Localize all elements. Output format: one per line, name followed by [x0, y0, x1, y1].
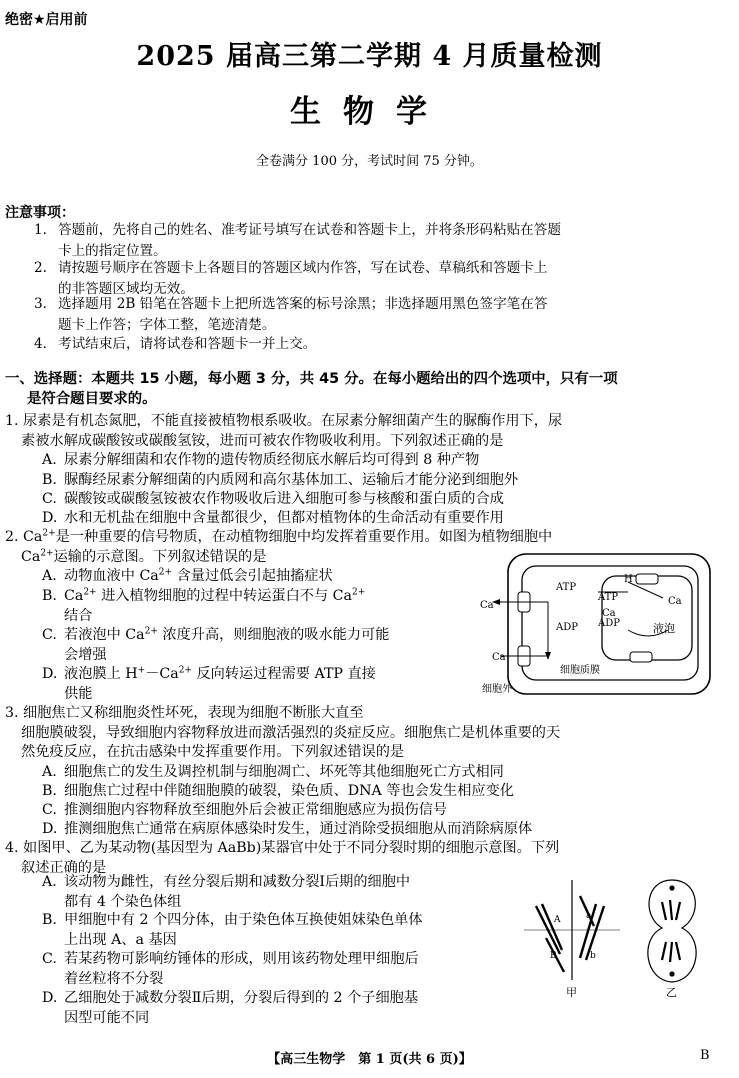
cell-yi [648, 880, 696, 982]
question-4-option-a: A. 该动物为雌性，有丝分裂后期和减数分裂Ⅰ后期的细胞中 都有 4 个染色体组 [42, 874, 411, 910]
question-4-option-c: C. 若某药物可影响纺锤体的形成，则用该药物处理甲细胞后 着丝粒将不分裂 [42, 951, 419, 987]
question-3-option-a: A. 细胞焦亡的发生及调控机制与细胞凋亡、坏死等其他细胞死亡方式相同 [42, 764, 504, 780]
question-4-option-d: D. 乙细胞处于减数分裂Ⅱ后期，分裂后得到的 2 个子细胞基 因型可能不同 [42, 990, 419, 1026]
question-3-option-b: B. 细胞焦亡过程中伴随细胞膜的破裂，染色质、DNA 等也会发生相应变化 [42, 783, 514, 799]
subject-title: 生物学 [290, 94, 449, 130]
atp-label: ATP [556, 582, 577, 593]
notice-item-4: 4. 考试结束后，请将试卷和答题卡一并上交。 [34, 336, 317, 352]
notice-item-2: 2. 请按题号顺序在答题卡上各题目的答题区域内作答，写在试卷、草稿纸和答题卡上 的非答题区域均无效。 [34, 260, 548, 297]
question-1-option-a: A. 尿素分解细菌和农作物的遗传物质经彻底水解后均可得到 8 种产物 [42, 452, 480, 468]
cell-yi-label: 乙 [666, 986, 677, 999]
cell-jia [524, 880, 620, 980]
question-3-stem: 3. 细胞焦亡又称细胞炎性坏死，表现为细胞不断胀大直至 细胞膜破裂，导致细胞内容物释放进而激活强烈的炎症反应。细胞焦亡是机体重要的天 然免疫反应，在抗击感染中发挥重要作用。下列叙述错误的是 [5, 705, 561, 760]
gene-a-upper: A [554, 915, 561, 925]
gene-a-lower: a [586, 911, 592, 921]
cell-jia-label: 甲 [566, 986, 577, 999]
question-2-option-c: C. 若液泡中 $Ca^{2+}$ 浓度升高，则细胞液的吸水能力可能 会增强 [42, 626, 390, 663]
question-1-stem: 1. 尿素是有机态氮肥，不能直接被植物根系吸收。在尿素分解细菌产生的脲酶作用下，尿 素被水解成碳酸铵或碳酸氢铵，进而可被农作物吸收利用。下列叙述正确的是 [5, 413, 563, 449]
atp-label-2: ATP [598, 592, 619, 603]
outside-label: 细胞外 [482, 684, 512, 695]
ca-label-cytoplasm: Ca [602, 608, 616, 619]
question-2-option-b: B. $Ca^{2+}$ 进入植物细胞的过程中转运蛋白不与 $Ca^{2+}$ 结合 [42, 587, 366, 624]
adp-label-2: ADP [598, 618, 620, 629]
confidential-mark: 绝密★启用前 [5, 12, 88, 28]
ca-label-inside: Ca [492, 652, 506, 663]
vacuole-label: 液泡 [653, 622, 675, 635]
question-3-option-c: C. 推测细胞内容物释放至细胞外后会被正常细胞感应为损伤信号 [42, 802, 448, 818]
notice-item-3: 3. 选择题用 2B 铅笔在答题卡上把所选答案的标号涂黑；非选择题用黑色签字笔在答 题卡上作答；字体工整，笔迹清楚。 [34, 296, 548, 333]
h-label: H [624, 574, 633, 585]
question-2-stem: 2. $Ca^{2+}$是一种重要的信号物质，在动植物细胞中均发挥着重要作用。如图为植物细胞中 $Ca^{2+}$运输的示意图。下列叙述错误的是 [5, 528, 553, 565]
page-footer: 【高三生物学 第 1 页(共 6 页)】 [267, 1052, 472, 1067]
question-1-option-b: B. 脲酶经尿素分解细菌的内质网和高尔基体加工、运输后才能分泌到细胞外 [42, 472, 519, 488]
notice-item-1: 1. 答题前，先将自己的姓名、准考证号填写在试卷和答题卡上，并将条形码粘贴在答题 卡上的指定位置。 [34, 222, 561, 259]
question-1-option-c: C. 碳酸铵或碳酸氢铵被农作物吸收后进入细胞可参与核酸和蛋白质的合成 [42, 491, 504, 507]
question-1-option-d: D. 水和无机盐在细胞中含量都很少，但都对植物体的生命活动有重要作用 [42, 510, 504, 526]
ca-label-vacuole: Ca [668, 596, 682, 607]
plant-cell-calcium-diagram [478, 552, 713, 710]
membrane-label: 细胞质膜 [560, 665, 600, 676]
gene-b-lower: b [590, 951, 596, 961]
ca-label-outside: Ca [480, 600, 494, 611]
notice-heading: 注意事项： [5, 205, 75, 221]
adp-label: ADP [556, 622, 578, 633]
question-2-option-a: A. 动物血液中 $Ca^{2+}$ 含量过低会引起抽搐症状 [42, 567, 333, 584]
question-3-option-d: D. 推测细胞焦亡通常在病原体感染时发生，通过消除受损细胞从而消除病原体 [42, 821, 533, 837]
gene-b-upper: B [550, 951, 557, 961]
version-mark: B [700, 1048, 710, 1063]
score-note: 全卷满分 100 分，考试时间 75 分钟。 [256, 154, 483, 169]
question-4-stem: 4. 如图甲、乙为某动物(基因型为 AaBb)某器官中处于不同分裂时期的细胞示意图。下列 叙述正确的是 [5, 840, 560, 876]
question-2-option-d: D. 液泡膜上 $H^+-Ca^{2+}$ 反向转运过程需要 ATP 直接 供能 [42, 665, 376, 702]
cell-division-diagram [520, 876, 725, 1001]
section-heading: 一、选择题：本题共 15 小题，每小题 3 分，共 45 分。在每小题给出的四个选项中，只有一项 是符合题目要求的。 [5, 371, 618, 407]
exam-title: 2025 届高三第二学期 4 月质量检测 [136, 41, 603, 72]
question-4-option-b: B. 甲细胞中有 2 个四分体，由于染色体互换使姐妹染色单体 上出现 A、a 基因 [42, 912, 423, 948]
